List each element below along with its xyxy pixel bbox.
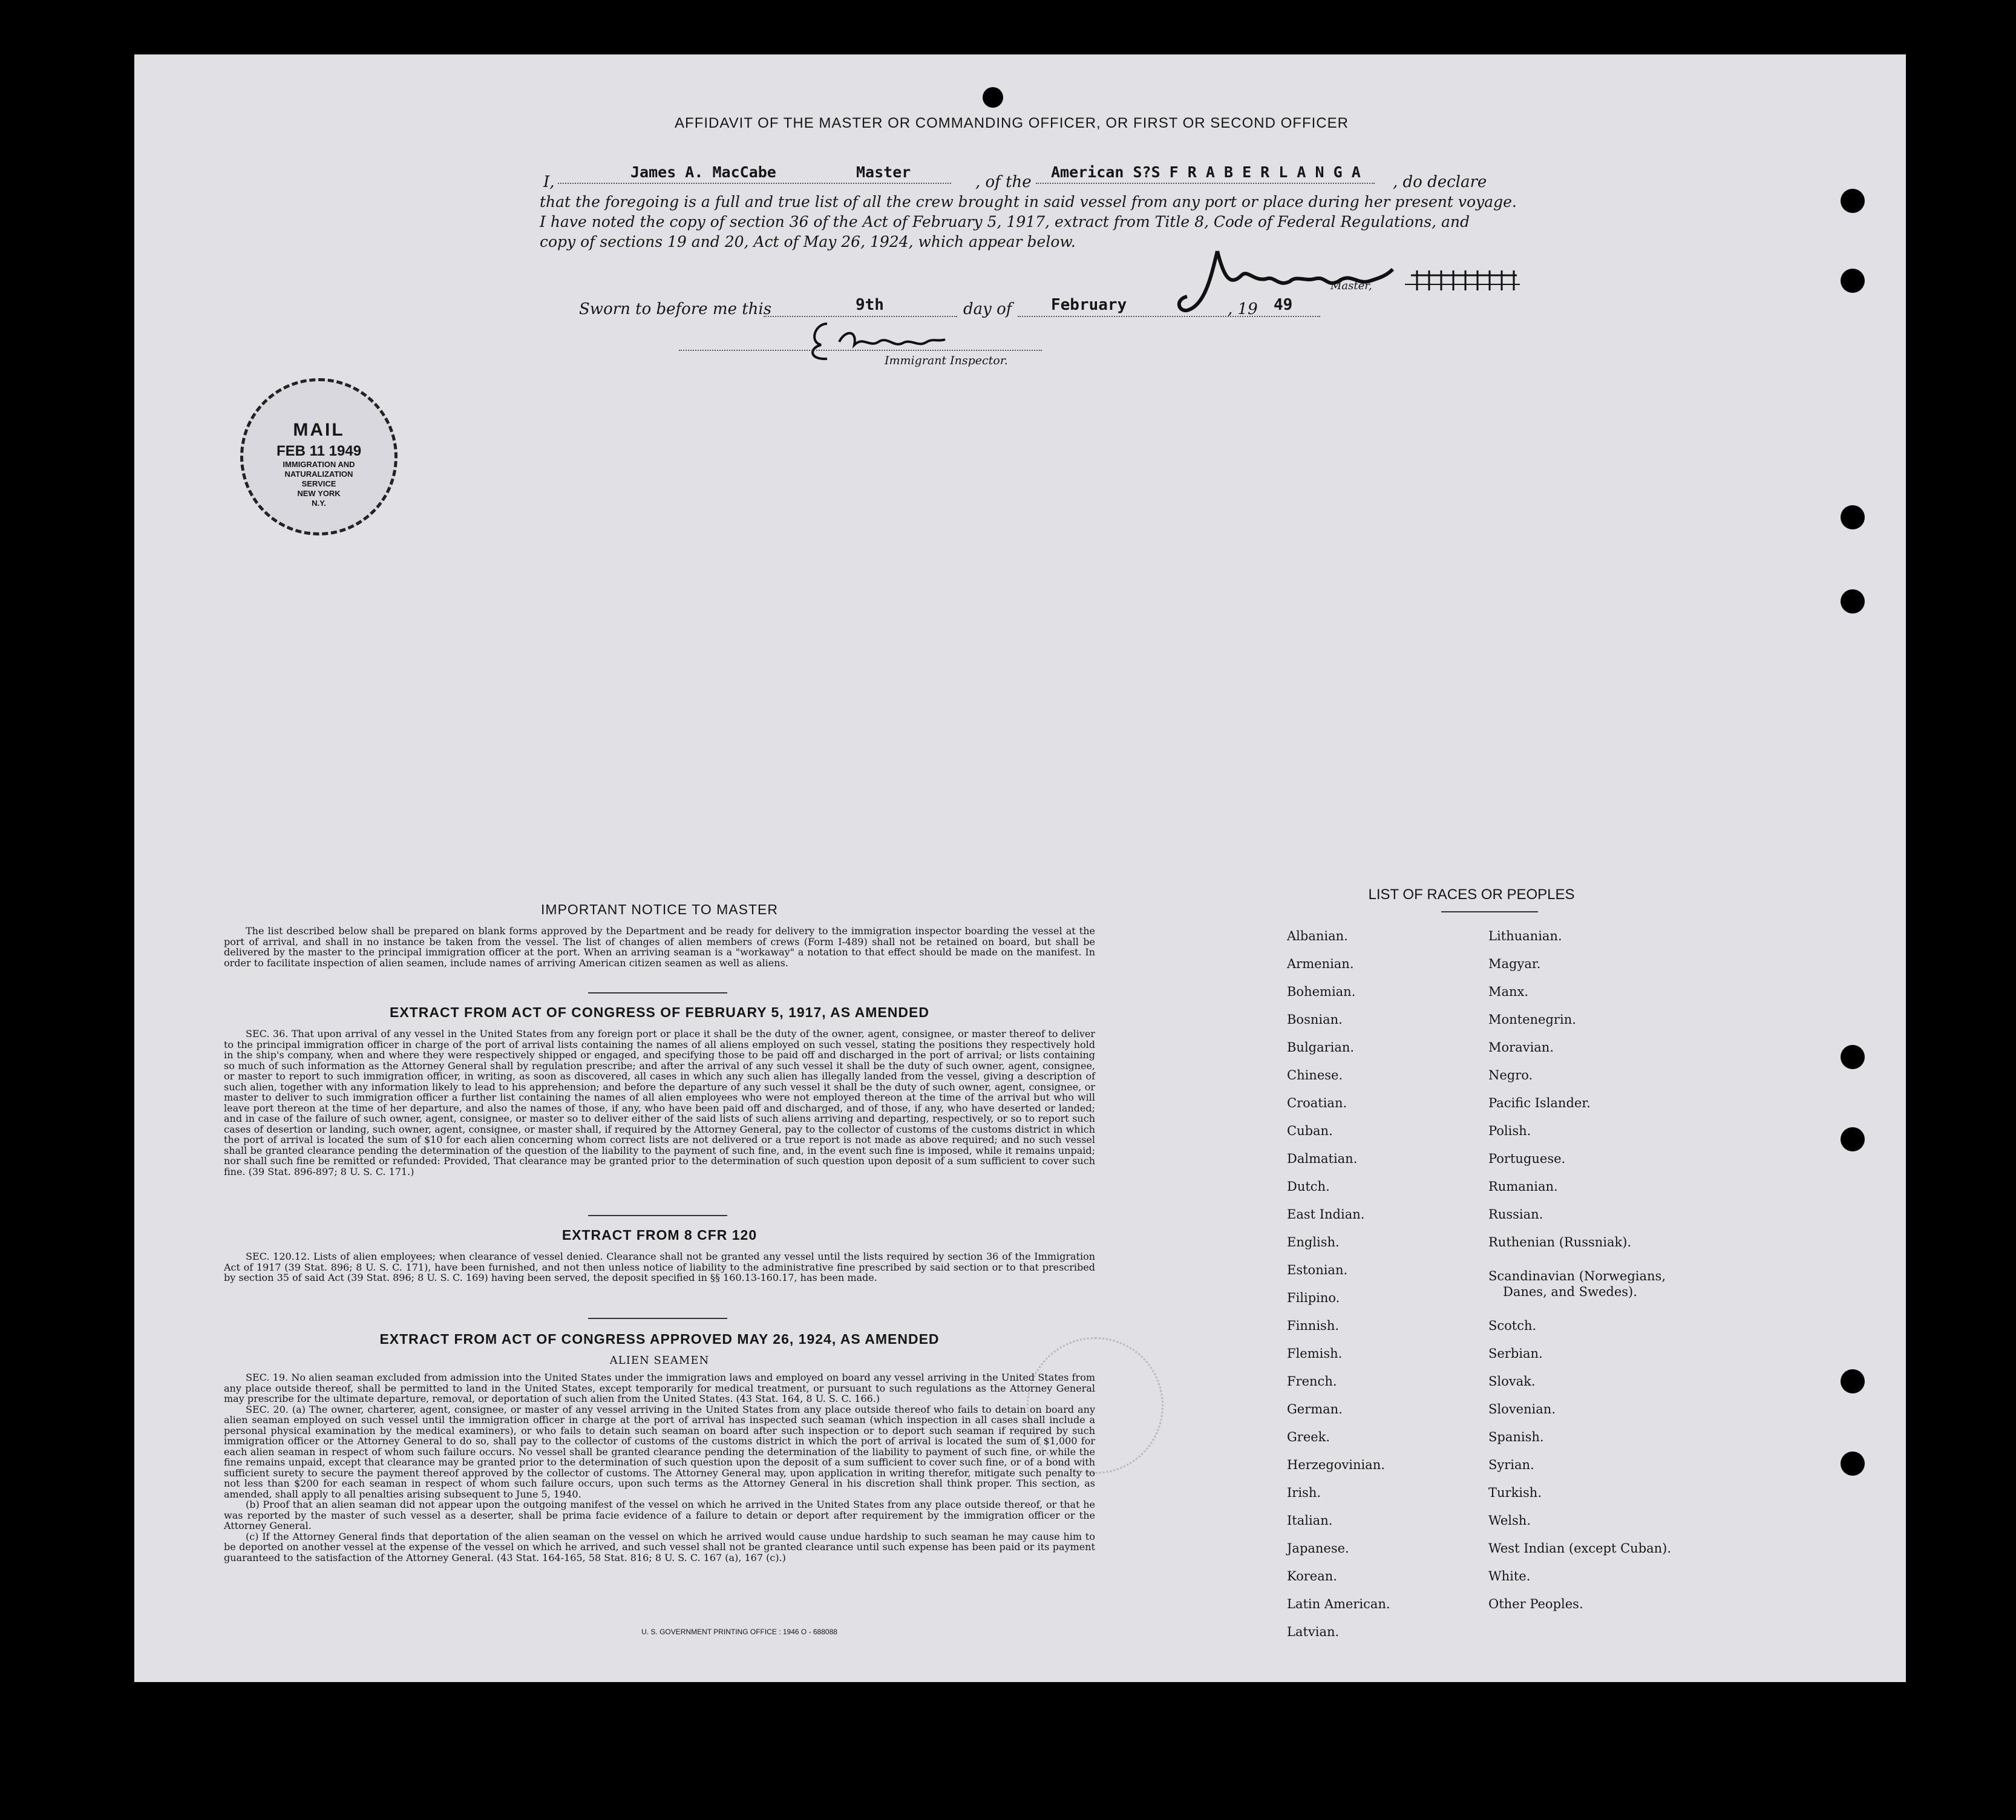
extract-1924-body	[224, 1372, 1095, 1563]
sec-20c-text: (c) If the Attorney General finds that deportation of the alien seaman on the vessel on which he arrived would cause undue hardship to such seaman he may cause him to be deported on another vessel at the expense of the vessel on which he arrived, and such vessel shall not be granted clearance until such expense has been paid or its payment guaranteed to the satisfaction of the Attorney General. (43 Stat. 164-165, 58 Stat. 816; 8 U. S. C. 167 (a), 167 (c).)	[224, 1530, 1095, 1563]
vessel-line	[1036, 183, 1375, 184]
race-item: Lithuanian.	[1488, 929, 1562, 943]
race-item: Flemish.	[1287, 1346, 1343, 1361]
race-item: Turkish.	[1488, 1485, 1542, 1500]
race-item: Irish.	[1287, 1485, 1321, 1500]
year-prefix: , 19	[1228, 300, 1258, 318]
punch-hole	[1841, 505, 1865, 529]
race-item: Estonian.	[1287, 1263, 1348, 1277]
affidavit-i-label: I,	[543, 173, 555, 191]
race-item: Other Peoples.	[1488, 1597, 1583, 1611]
race-item: Japanese.	[1287, 1541, 1349, 1556]
day-line	[764, 316, 957, 317]
race-item: Scandinavian (Norwegians,	[1488, 1269, 1666, 1283]
race-item: Spanish.	[1488, 1430, 1544, 1444]
stamp-line-3: SERVICE	[301, 479, 336, 488]
race-item: Bosnian.	[1287, 1012, 1343, 1027]
punch-hole	[1841, 1369, 1865, 1393]
race-item: White.	[1488, 1569, 1531, 1583]
race-item: Latin American.	[1287, 1597, 1390, 1611]
race-item: Chinese.	[1287, 1068, 1343, 1082]
race-item: German.	[1287, 1402, 1343, 1416]
sec-20b-text: (b) Proof that an alien seaman did not appear upon the outgoing manifest of the vessel on which he arrived in the United States from any place outside thereof, or that he was reported by the master of such vessel as a deserter, shall be prima facie evidence of a failure to detain or deport after requirement by the immigration officer or the Attorney General.	[224, 1499, 1095, 1531]
stamp-line-4: NEW YORK	[297, 489, 341, 498]
vessel-name: American S?S F R A B E R L A N G A	[1051, 163, 1361, 181]
race-item: Dutch.	[1287, 1179, 1330, 1194]
race-item: Bohemian.	[1287, 984, 1356, 999]
races-title: LIST OF RACES OR PEOPLES	[1368, 886, 1575, 903]
race-item: English.	[1287, 1235, 1340, 1249]
race-item: Bulgarian.	[1287, 1040, 1355, 1055]
punch-hole	[1841, 189, 1865, 213]
race-item: Slovak.	[1488, 1374, 1536, 1389]
punch-hole	[1841, 269, 1865, 293]
alien-seamen-subtitle: ALIEN SEAMEN	[609, 1354, 710, 1367]
race-item: Korean.	[1287, 1569, 1337, 1583]
year-suffix: 49	[1274, 296, 1293, 314]
punch-hole	[983, 87, 1003, 108]
sworn-day: 9th	[856, 296, 884, 314]
document-page	[134, 54, 1906, 1682]
punch-hole	[1841, 1127, 1865, 1151]
race-item: Negro.	[1488, 1068, 1533, 1082]
punch-hole	[1841, 1045, 1865, 1069]
race-item: Dalmatian.	[1287, 1151, 1358, 1166]
race-item: Danes, and Swedes).	[1503, 1285, 1637, 1299]
inspector-line	[679, 350, 1042, 351]
master-label: Master,	[1330, 280, 1372, 292]
race-item: Moravian.	[1488, 1040, 1554, 1055]
race-item: Filipino.	[1287, 1291, 1340, 1305]
of-the-label: , of the	[975, 173, 1032, 191]
notice-title: IMPORTANT NOTICE TO MASTER	[541, 902, 778, 917]
day-of-label: day of	[963, 300, 1012, 318]
notice-text: The list described below shall be prepared on blank forms approved by the Department and be ready for delivery to the immigration inspector boarding the vessel at the port of arrival, and shall in no instance be taken from the vessel. The list of changes of alien members of crews (Form I-489) shall not be retained on board, but shall be delivered by the master to the principal immigration officer at the port. When an arriving seaman is a "workaway" a notation to that effect should be made on the manifest. In order to facilitate inspection of alien seamen, include names of arriving American citizen seamen as well as aliens.	[224, 925, 1095, 969]
race-item: Albanian.	[1287, 929, 1348, 943]
divider	[588, 1215, 727, 1216]
race-item: Rumanian.	[1488, 1179, 1558, 1194]
punch-hole	[1841, 589, 1865, 614]
extract-1917-text: SEC. 36. That upon arrival of any vessel in the United States from any foreign port or place it shall be the duty of the owner, agent, consignee, or master thereof to deliver to the principal immigration officer in charge of the port of arrival lists containing the names of all aliens employed on such vessel, stating the positions they respectively hold in the ship's company, when and where they were respectively shipped or engaged, and specifying those to be paid off and discharged in the port of arrival; or lists containing so much of such information as the Attorney General shall by regulation prescribe; and after the arrival of any such vessel it shall be the duty of such owner, agent, consignee, or master to report to such immigration officer, in writing, as soon as discovered, all cases in which any such alien has illegally landed from the vessel, giving a description of such alien, together with any information likely to lead to his apprehension; and before the departure of any such vessel it shall be the duty of such owner, agent, consignee, or master to deliver to such immigration officer a further list containing the names of all alien employees who were not employed thereon at the time of the arrival but who will leave port thereon at the time of her departure, and also the names of those, if any, who have been paid off and discharged, and of those, if any, who have deserted or landed; and in case of the failure of such owner, agent, consignee, or master so to deliver either of the said lists of such aliens arriving and departing, respectively, or so to report such cases of desertion or landing, such owner, agent, consignee, or master shall, if required by the Attorney General, pay to the collector of customs of the customs district in which the port of arrival is located the sum of $10 for each alien concerning whom correct lists are not delivered or a true report is not made as above required; and no such vessel shall be granted clearance pending the determination of the question of the liability to the payment of such fine, and, in the event such fine is imposed, while it remains unpaid; nor shall such fine be remitted or refunded: Provided, That clearance may be granted prior to the determination of such question upon deposit of a sum sufficient to cover such fine. (39 Stat. 896-897; 8 U. S. C. 171.)	[224, 1028, 1095, 1177]
master-rank: Master	[856, 163, 911, 181]
race-item: Ruthenian (Russniak).	[1488, 1235, 1632, 1249]
race-item: Cuban.	[1287, 1124, 1333, 1138]
sec-19-text: SEC. 19. No alien seaman excluded from admission into the United States under the immigration laws and employed on board any vessel arriving in the United States from any place outside thereof, shall be permitted to land in the United States, except temporarily for medical treatment, or pursuant to such regulations as the Attorney General may prescribe for the ultimate departure, removal, or deportation of such alien from the United States. (43 Stat. 164, 8 U. S. C. 166.)	[224, 1372, 1095, 1404]
divider	[1441, 911, 1538, 912]
race-item: Greek.	[1287, 1430, 1330, 1444]
extract-cfr-title: EXTRACT FROM 8 CFR 120	[561, 1227, 758, 1243]
affidavit-title: AFFIDAVIT OF THE MASTER OR COMMANDING OFFICER, OR FIRST OR SECOND OFFICER	[675, 115, 1349, 131]
punch-hole	[1841, 1452, 1865, 1476]
race-item: East Indian.	[1287, 1207, 1365, 1222]
race-item: Magyar.	[1488, 957, 1541, 971]
divider	[588, 1318, 727, 1319]
race-item: Armenian.	[1287, 957, 1354, 971]
stamp-line-1: IMMIGRATION AND	[283, 460, 355, 469]
race-item: Finnish.	[1287, 1318, 1340, 1333]
race-item: Pacific Islander.	[1488, 1096, 1591, 1110]
printer-imprint: U. S. GOVERNMENT PRINTING OFFICE : 1946 O - 688088	[641, 1628, 837, 1636]
stamp-line-2: NATURALIZATION	[284, 470, 353, 479]
stamp-line-5: N.Y.	[312, 499, 326, 508]
divider	[588, 992, 727, 993]
race-item: Croatian.	[1287, 1096, 1347, 1110]
race-item: Russian.	[1488, 1207, 1543, 1222]
sec-20a-text: SEC. 20. (a) The owner, charterer, agent, consignee, or master of any vessel arriving in the United States from any place outside thereof who fails to detain on board any alien seaman employed on such vessel until the immigration officer in charge at the port of arrival has inspected such seaman (which inspection in all cases shall include a personal physical examination by the medical examiners), or who fails to detain such seaman on board after such inspection or to deport such seaman if required by such immigration officer or the Attorney General to do so, shall pay to the collector of customs of the customs district in which the port of arrival is located the sum of $1,000 for each alien seaman in respect of whom such failure occurs. No vessel shall be granted clearance pending the determination of the liability to payment of such fine, or while the fine remains unpaid, except that clearance may be granted prior to the determination of such question upon the deposit of a sum sufficient to cover such fine, or of a bond with sufficient surety to secure the payment thereof approved by the collector of customs. The Attorney General may, upon application in writing therefor, mitigate such penalty to not less than $200 for each seaman in respect of whom such failure occurs, upon such terms as the Attorney General in his discretion shall think proper. This section, as amended, shall apply to all penalties arising subsequent to June 5, 1940.	[224, 1403, 1095, 1500]
race-item: West Indian (except Cuban).	[1488, 1541, 1672, 1556]
sworn-month: February	[1051, 296, 1127, 314]
race-item: Italian.	[1287, 1513, 1333, 1528]
stamp-word: MAIL	[293, 420, 345, 440]
affidavit-line-2: that the foregoing is a full and true list of all the crew brought in said vessel from any port or place during her present voyage.	[540, 193, 1517, 211]
affidavit-line-3: I have noted the copy of section 36 of the Act of February 5, 1917, extract from Title 8, Code of Federal Regulations, and	[540, 213, 1470, 231]
race-item: Portuguese.	[1488, 1151, 1566, 1166]
race-item: Manx.	[1488, 984, 1529, 999]
stamp-date: FEB 11 1949	[276, 443, 362, 459]
race-item: Latvian.	[1287, 1625, 1340, 1639]
affidavit-line-4: copy of sections 19 and 20, Act of May 26, 1924, which appear below.	[540, 233, 1076, 250]
race-item: Serbian.	[1488, 1346, 1543, 1361]
do-declare-label: , do declare	[1393, 173, 1487, 191]
extract-1917-title: EXTRACT FROM ACT OF CONGRESS OF FEBRUARY 5, 1917, AS AMENDED	[390, 1004, 929, 1020]
race-item: Syrian.	[1488, 1458, 1534, 1472]
sworn-label: Sworn to before me this	[579, 300, 772, 318]
race-item: Montenegrin.	[1488, 1012, 1576, 1027]
extract-1924-title: EXTRACT FROM ACT OF CONGRESS APPROVED MAY 26, 1924, AS AMENDED	[379, 1331, 940, 1347]
mail-date-stamp	[240, 378, 398, 535]
race-item: Scotch.	[1488, 1318, 1537, 1333]
race-item: French.	[1287, 1374, 1337, 1389]
name-line	[558, 183, 951, 184]
extract-cfr-text: SEC. 120.12. Lists of alien employees; when clearance of vessel denied. Clearance shall not be granted any vessel until the lists required by section 36 of the Immigration Act of 1917 (39 Stat. 896; 8 U. S. C. 171), have been furnished, and not then unless notice of liability to the administrative fine prescribed by said section or to that prescribed by section 35 of said Act (39 Stat. 896; 8 U. S. C. 169) having been served, the deposit specified in §§ 160.13-160.17, has been made.	[224, 1251, 1095, 1283]
race-item: Polish.	[1488, 1124, 1531, 1138]
month-line	[1018, 316, 1320, 317]
race-item: Welsh.	[1488, 1513, 1531, 1528]
race-item: Herzegovinian.	[1287, 1458, 1385, 1472]
master-name: James A. MacCabe	[630, 163, 776, 181]
inspector-label: Immigrant Inspector.	[885, 354, 1008, 367]
race-item: Slovenian.	[1488, 1402, 1556, 1416]
